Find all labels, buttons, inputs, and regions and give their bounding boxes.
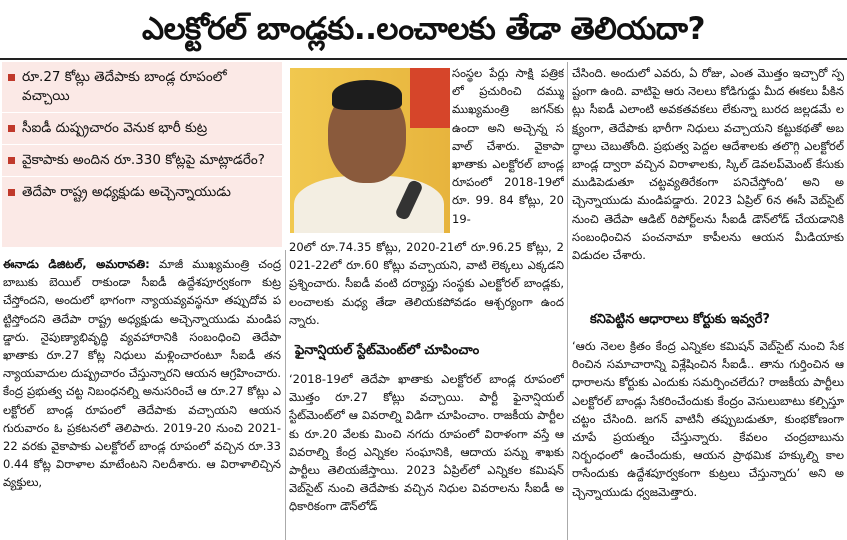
highlight-text: రూ.27 కోట్లు తెదేపాకు బాండ్ల రూపంలో వచ్చాయి bbox=[22, 69, 227, 104]
headline-rule bbox=[0, 58, 847, 60]
bullet-icon bbox=[8, 189, 15, 196]
speaker-photo bbox=[290, 68, 450, 233]
highlight-item bbox=[2, 62, 282, 113]
bullet-icon bbox=[8, 74, 15, 81]
bullet-icon bbox=[8, 125, 15, 132]
highlight-item bbox=[2, 113, 282, 145]
column-divider bbox=[285, 250, 286, 540]
headline: ఎలక్టోరల్ బాండ్లకు..లంచాలకు తేడా తెలియదా? bbox=[142, 11, 705, 47]
highlight-item bbox=[2, 177, 282, 208]
highlights-box bbox=[2, 62, 282, 247]
subheading-financial-statement: ఫైనాన్షియల్ స్టేట్‌మెంట్‌లో చూపించాం bbox=[295, 343, 480, 358]
bullet-icon bbox=[8, 157, 15, 164]
highlight-text: సీఐడీ దుష్ప్రచారం వెనుక భారీ కుట్ర bbox=[22, 120, 208, 136]
highlight-text: వైకాపాకు అందిన రూ.330 కోట్లపై మాట్లాడరేం? bbox=[22, 152, 265, 168]
article-column-right: చేసింది. అందులో ఎవరు, ఏ రోజు, ఎంత మొత్తం ఇచ్చారో స్పష్టంగా ఉంది. వాటిపై ఆరు నెలలు కోడిగుడ్డు మీద ఈకలు పీకినట్లు సీఐడీ ఎలాంటి అవకతవకలు లేకున్నా బురద జల్లడమే లక్ష్యంగా, తెదేపాకు భారీగా నిధులు వచ్చాయని కట్టుకథతో అబద్ధాలు చెబుతోంది. ప్రభుత్వ పెద్దల ఆదేశాలకు తలొగ్గి ఎలక్టోరల్ బాండ్ల ద్వారా వచ్చిన విరాళాలకు, స్కిల్ డెవలప్‌మెంట్ కేసుకు ముడిపెడుతూ చట్టవ్యతిరేకంగా పనిచేస్తోంది’ అని అచ్చెన్నాయుడు మండిపడ్డారు. 2023 ఏప్రిల్ 6న ఈసీ వెబ్‌సైట్ నుంచి తెదేపా ఆడిట్ రిపోర్ట్‌లను సీఐడీ డౌన్‌లోడ్ చేయడానికి సంబంధించిన పంచనామా కాపీలను ఆయన మీడియాకు విడుదల చేశారు. bbox=[572, 66, 844, 263]
article-body-left: మాజీ ముఖ్యమంత్రి చంద్రబాబుకు బెయిల్ రాకుండా సీఐడీ ఉద్దేశపూర్వకంగా కుట్ర చేస్తోందని, అందులో భాగంగా న్యాయవ్యవస్థనూ తప్పుదోవ పట్టిస్తోందని తెదేపా రాష్ట్ర అధ్యక్షుడు అచ్చెన్నాయుడు మండిపడ్డారు. నైపుణ్యాభివృద్ధి వ్యవహారానికి సంబంధించి తెదేపా ఖాతాకు రూ.27 కోట్ల నిధులు మళ్లించారంటూ సీఐడీ తన న్యాయవాదుల దుష్ప్రచారం చేస్తున్నారని ఆయన ఆగ్రహించారు. కేంద్ర ప్రభుత్వ చట్ట నిబంధనల్ని అనుసరించే ఆ రూ.27 కోట్లు ఎలక్టోరల్ బాండ్ల రూపంలో తెదేపాకు వచ్చాయని ఆయన గురువారం ఓ ప్రకటనలో తెలిపారు. 2019-20 నుంచి 2021-22 వరకు వైకాపాకు ఎలక్టోరల్ బాండ్ల రూపంలో వచ్చిన రూ.330.44 కోట్ల విరాళాల మాటేంటని నిలదీశారు. ఆ విరాళాలిచ్చిన వ్యక్తులు, bbox=[3, 257, 281, 490]
article-column-middle-2: ‘2018-19లో తెదేపా ఖాతాకు ఎలక్టోరల్ బాండ్ల రూపంలో మొత్తం రూ.27 కోట్లు వచ్చాయి. పార్టీ ఫైనాన్షియల్ స్టేట్‌మెంట్‌లో ఆ వివరాల్ని విడిగా చూపించాం. రాజకీయ పార్టీలకు రూ.20 వేలకు మించి నగదు రూపంలో విరాళంగా వస్తే ఆ వివరాల్ని కేంద్ర ఎన్నికల సంఘానికి, ఆదాయ పన్ను శాఖకు పార్టీలు తెలియజేస్తాయి. 2023 ఏప్రిల్‌లో ఎన్నికల కమిషన్ వెబ్‌సైట్ నుంచి తెదేపాకు వచ్చిన నిధుల వివరాలను సీఐడీ అధికారికంగా డౌన్‌లోడ్ bbox=[289, 372, 564, 514]
subheading-evidence: కనిపెట్టిన ఆధారాలు కోర్టుకు ఇవ్వరే? bbox=[590, 312, 770, 327]
highlight-text: తెదేపా రాష్ట్ర అధ్యక్షుడు అచ్చెన్నాయుడు bbox=[22, 184, 231, 200]
article-column-middle-top: సంస్థల పేర్లు సాక్షి పత్రికలో ప్రచురించి దమ్ము ముఖ్యమంత్రి జగన్‌కు ఉందా అని అచ్చెన్న సవాల్ చేశారు. వైకాపా ఖాతాకు ఎలక్టోరల్ బాండ్ల రూపంలో 2018-19లో రూ. 99. 84 కోట్లు, 2019- bbox=[452, 66, 564, 226]
article-column-right-2: ‘ఆరు నెలల క్రితం కేంద్ర ఎన్నికల కమిషన్ వెబ్‌సైట్ నుంచి సేకరించిన సమాచారాన్ని విశ్లేషించిన సీఐడీ.. తాను గుర్తించిన ఆధారాలను కోర్టుకు ఎందుకు సమర్పించలేదు? రాజకీయ పార్టీలు ఎలక్టోరల్ బాండ్లు సేకరించేందుకు కేంద్రం వెసులుబాటు కల్పిస్తూ చట్టం చేసింది. జగన్ వాటినీ తప్పుబడుతూ, కుంభకోణంగా చూపే ప్రయత్నం చేస్తున్నారు. కేవలం చంద్రబాబును నిర్బంధంలో ఉంచేందుకు, ఆయన ప్రాథమిక హక్కుల్ని కాలరాసేందుకు ఉద్దేశపూర్వకంగా కుట్రలు చేస్తున్నారు’ అని అచ్చెన్నాయుడు ధ్వజమెత్తారు. bbox=[572, 339, 844, 499]
highlight-item bbox=[2, 145, 282, 177]
article-column-middle-bottom: 20లో రూ.74.35 కోట్లు, 2020-21లో రూ.96.25 కోట్లు, 2021-22లో రూ.60 కోట్లు వచ్చాయని, వాటి లెక్కలు ఎక్కడని ప్రశ్నించారు. సీఐడీ వంటి దర్యాప్తు సంస్థకు ఎలక్టోరల్ బాండ్లకు, లంచాలకు మధ్య తేడా తెలియకపోవడం ఆశ్చర్యంగా ఉందన్నారు. bbox=[289, 240, 564, 327]
article-column-left bbox=[3, 255, 281, 540]
byline: ఈనాడు డిజిటల్, అమరావతి: bbox=[3, 257, 150, 271]
photo-hair-shape bbox=[332, 80, 402, 110]
column-divider bbox=[567, 62, 568, 540]
photo-background-shape bbox=[410, 68, 450, 128]
